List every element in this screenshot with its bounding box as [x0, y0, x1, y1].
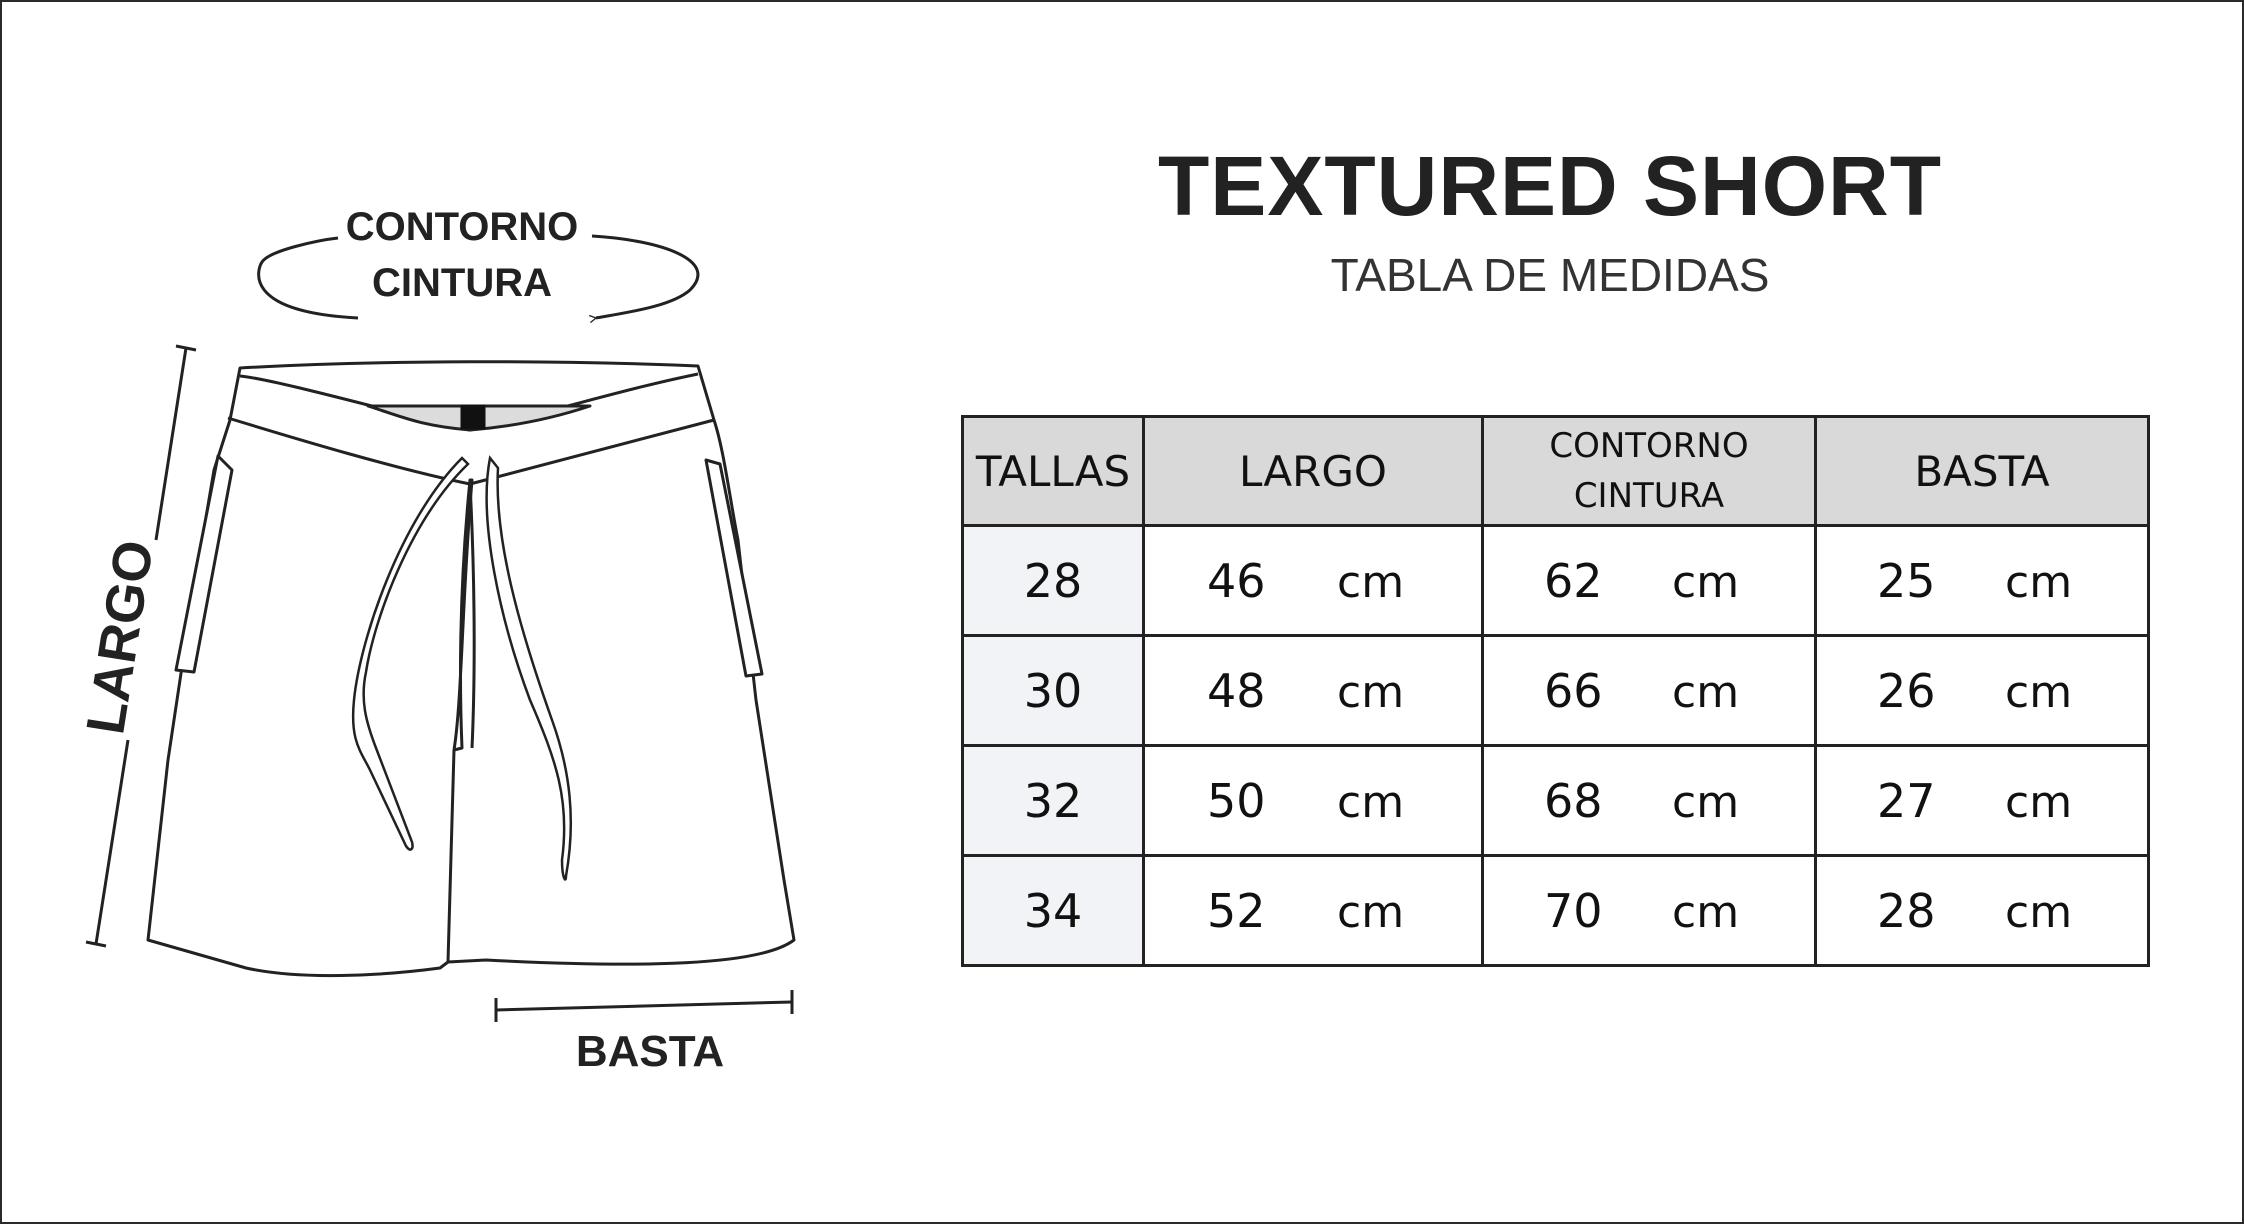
length-cell	[1144, 636, 1483, 746]
hem-label: BASTA	[575, 1027, 725, 1076]
hem-cell	[1816, 526, 2149, 636]
table-row	[963, 746, 2149, 856]
shorts-outline	[148, 362, 794, 976]
length-cell	[1144, 526, 1483, 636]
unit-label: cm	[2005, 776, 2073, 828]
unit-label: cm	[2005, 666, 2073, 718]
length-value: 48	[1207, 663, 1266, 718]
size-cell: 32	[963, 746, 1144, 856]
shorts-diagram	[0, 0, 900, 1224]
waist-label-line2: CINTURA	[372, 261, 552, 305]
length-value: 46	[1207, 553, 1266, 608]
waist-value: 70	[1544, 883, 1603, 938]
waist-value: 66	[1544, 663, 1603, 718]
unit-label: cm	[1337, 886, 1405, 938]
product-title: TEXTURED SHORT	[1157, 139, 1943, 233]
hem-cell	[1816, 636, 2149, 746]
size-cell: 28	[963, 526, 1144, 636]
waist-cell	[1483, 746, 1816, 856]
size-chart-subtitle: TABLA DE MEDIDAS	[1330, 249, 1770, 301]
unit-label: cm	[1337, 666, 1405, 718]
header-waist-line2: CINTURA	[1573, 476, 1725, 516]
waist-cell	[1483, 636, 1816, 746]
unit-label: cm	[1672, 556, 1740, 608]
waist-cell	[1483, 526, 1816, 636]
length-value: 52	[1207, 883, 1266, 938]
header-length: LARGO	[1144, 417, 1483, 526]
unit-label: cm	[1337, 776, 1405, 828]
size-table	[961, 415, 2150, 967]
hem-value: 28	[1877, 883, 1936, 938]
unit-label: cm	[1672, 886, 1740, 938]
length-cell	[1144, 746, 1483, 856]
length-value: 50	[1207, 773, 1266, 828]
hem-cell	[1816, 856, 2149, 966]
header-size: TALLAS	[963, 417, 1144, 526]
length-label: LARGO	[75, 536, 166, 739]
unit-label: cm	[1672, 666, 1740, 718]
size-cell: 30	[963, 636, 1144, 746]
hem-measure-line	[496, 990, 792, 1022]
unit-label: cm	[1672, 776, 1740, 828]
header-hem: BASTA	[1816, 417, 2149, 526]
hem-value: 26	[1877, 663, 1936, 718]
table-row	[963, 636, 2149, 746]
waist-value: 68	[1544, 773, 1603, 828]
hem-cell	[1816, 746, 2149, 856]
length-cell	[1144, 856, 1483, 966]
header-waist	[1483, 417, 1816, 526]
unit-label: cm	[1337, 556, 1405, 608]
hem-value: 25	[1877, 553, 1936, 608]
unit-label: cm	[2005, 556, 2073, 608]
table-header-row	[963, 417, 2149, 526]
size-cell: 34	[963, 856, 1144, 966]
table-row	[963, 526, 2149, 636]
header-waist-line1: CONTORNO	[1549, 426, 1749, 466]
waist-cell	[1483, 856, 1816, 966]
waist-label-line1: CONTORNO	[345, 205, 579, 249]
unit-label: cm	[2005, 886, 2073, 938]
hem-value: 27	[1877, 773, 1936, 828]
table-row	[963, 856, 2149, 966]
waist-value: 62	[1544, 553, 1603, 608]
